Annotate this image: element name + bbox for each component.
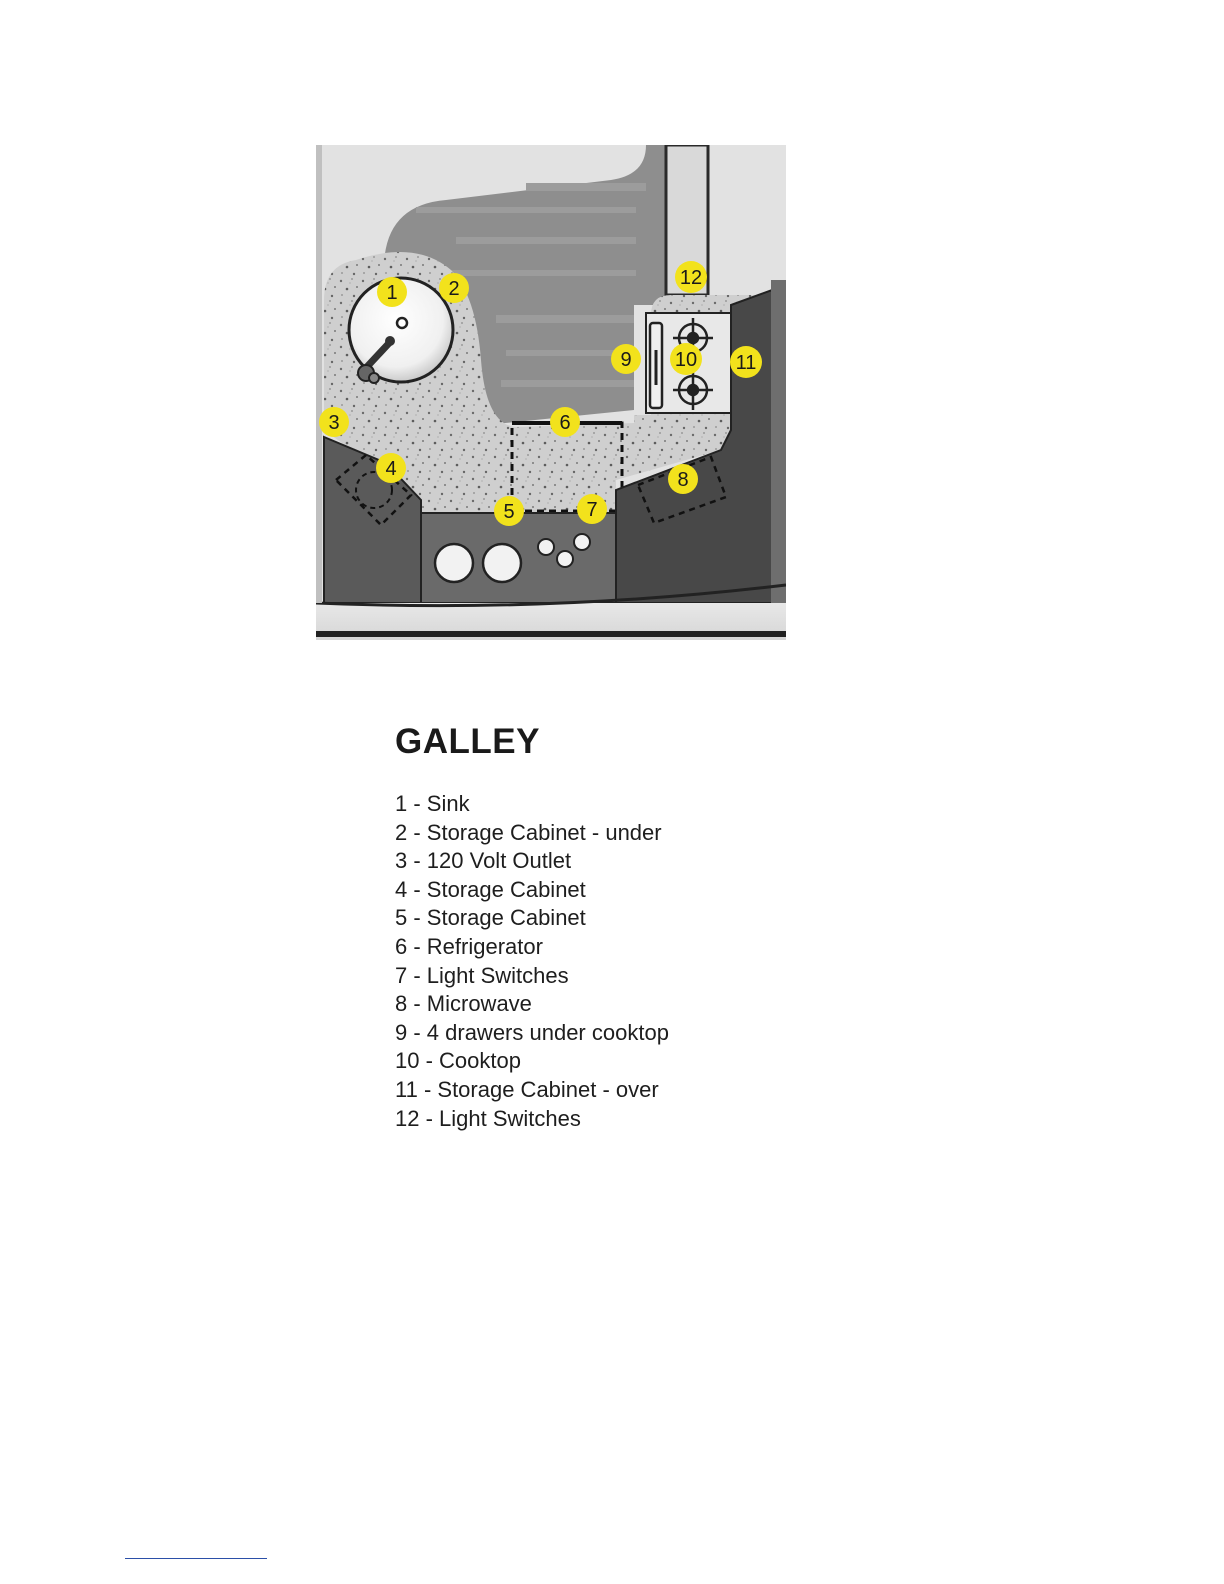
callout-8-label: 8 (677, 469, 689, 491)
legend-item: 2 - Storage Cabinet - under (395, 819, 662, 845)
callout-9 (611, 344, 641, 374)
legend-list (395, 790, 669, 1133)
legend-item: 4 - Storage Cabinet (395, 876, 586, 902)
callout-12 (675, 261, 707, 293)
callout-11-label: 11 (735, 352, 757, 374)
callout-9-label: 9 (620, 349, 632, 371)
callout-4 (376, 453, 406, 483)
callout-7-label: 7 (586, 499, 598, 521)
footnote-divider (125, 1558, 267, 1559)
knob-small-3 (574, 534, 590, 550)
callout-3-label: 3 (328, 412, 340, 434)
legend-item: 10 - Cooktop (395, 1048, 521, 1074)
callout-7 (577, 494, 607, 524)
callout-6 (550, 407, 580, 437)
callout-8 (668, 464, 698, 494)
legend-item: 1 - Sink (395, 791, 470, 816)
legend-item: 7 - Light Switches (395, 962, 569, 988)
callout-1-label: 1 (386, 282, 398, 304)
callout-5-label: 5 (503, 501, 515, 523)
callout-2 (439, 273, 469, 303)
callout-12-label: 12 (679, 267, 703, 289)
callout-6-label: 6 (559, 412, 571, 434)
dial-large-1 (435, 544, 473, 582)
sink-drain (397, 318, 407, 328)
callout-10 (670, 343, 702, 375)
legend-item: 5 - Storage Cabinet (395, 905, 586, 931)
knob-small-1 (538, 539, 554, 555)
right-wall-edge (771, 280, 786, 635)
legend-item: 6 - Refrigerator (395, 933, 543, 959)
callout-5 (494, 496, 524, 526)
callout-3 (319, 407, 349, 437)
knob-small-2 (557, 551, 573, 567)
galley-illustration (316, 145, 786, 640)
legend-item: 11 - Storage Cabinet - over (395, 1076, 659, 1102)
legend-item: 9 - 4 drawers under cooktop (395, 1019, 669, 1045)
dial-large-2 (483, 544, 521, 582)
callout-1 (377, 277, 407, 307)
legend-item: 8 - Microwave (395, 991, 532, 1017)
callout-11 (730, 346, 762, 378)
legend-item: 12 - Light Switches (395, 1105, 581, 1131)
section-title: GALLEY (395, 722, 540, 761)
callout-4-label: 4 (385, 458, 397, 480)
callout-2-label: 2 (448, 278, 460, 300)
callout-10-label: 10 (674, 349, 698, 371)
legend-item: 3 - 120 Volt Outlet (395, 848, 572, 874)
